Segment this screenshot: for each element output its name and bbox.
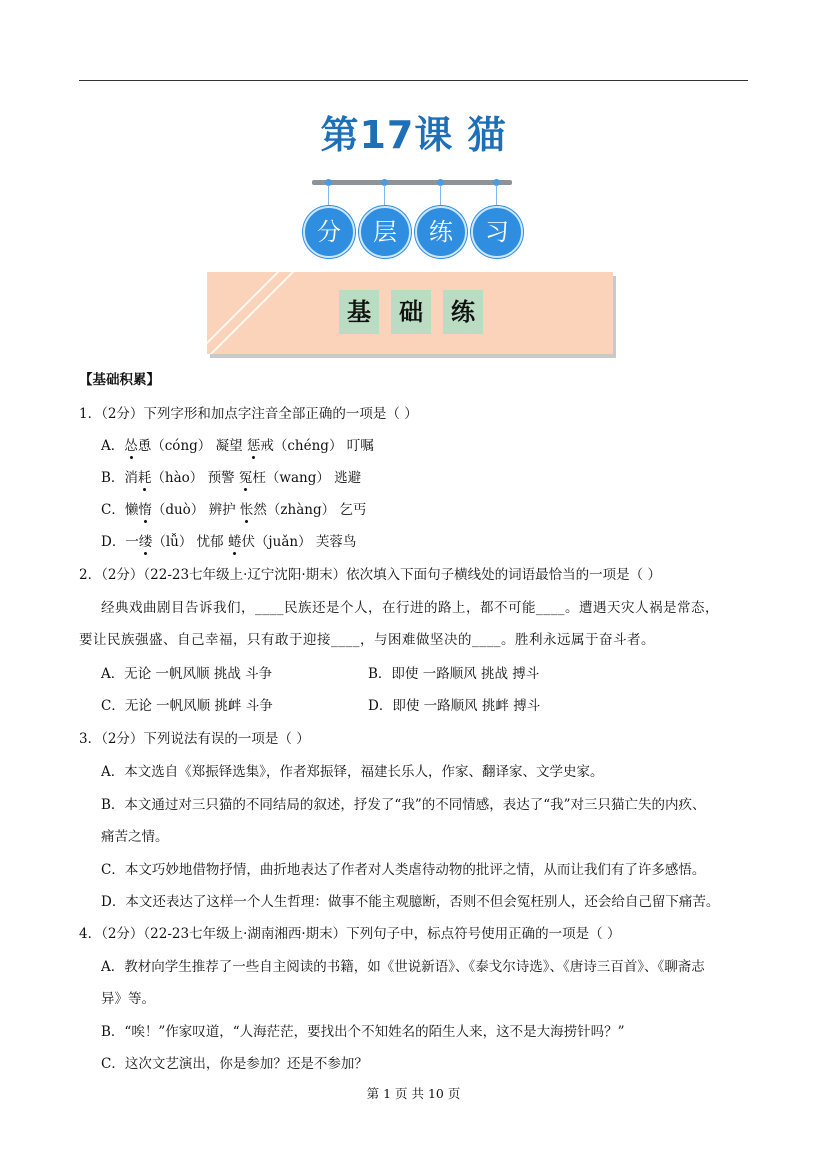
option-a-continued: 异》等。 [101,991,155,1007]
passage-line: 要让民族强盛、自己幸福，只有敢于迎接____，与困难做坚决的____。胜利永远属于奋斗者。 [79,632,655,648]
option-text: A． [101,438,125,454]
dotted-char: 怅 [239,502,254,518]
dotted-char: 耗 [137,470,152,486]
option-a: A．教材向学生推荐了一些自主阅读的书籍，如《世说新语》、《泰戈尔诗选》、《唐诗三百首》、《聊斋志 [101,959,705,975]
question-stem: 4．（2分）（22-23七年级上·湖南湘西·期末）下列句子中，标点符号使用正确的一项是（ ） [79,926,621,942]
option-b: B．本文通过对三只猫的不同结局的叙述，抒发了“我”的不同情感，表达了“我”对三只猫亡失的内疚、 [101,797,706,813]
dotted-char: 缕 [138,534,153,550]
dotted-char: 惩 [246,438,261,454]
question-stem: 1．（2分）下列字形和加点字注音全部正确的一项是（ ） [79,406,418,422]
option-text: （duò） 辨护 [151,502,240,518]
passage-line: 经典戏曲剧目告诉我们，____民族还是个人，在行进的路上，都不可能____。遭遇天灾人祸是常态， [101,600,719,616]
banner-char: 练 [443,290,483,334]
option-d [101,530,356,550]
option-text: 伏（juǎn） 芙蓉鸟 [241,534,357,550]
option-text: C．懒 [101,502,139,518]
option-text: D．一 [101,534,139,550]
page-title: 第17课 猫 [320,113,507,157]
dotted-char: 蜷 [227,534,242,550]
option-d: D．本文还表达了这样一个人生哲理：做事不能主观臆断，否则不但会冤枉别人，还会给自己留下痛苦。 [101,894,720,910]
peg-string [384,185,385,207]
bubble-char: 习 [471,206,523,258]
option-a [101,434,374,454]
option-c: C．无论 一帆风顺 挑衅 斗争 [101,698,273,714]
option-b [101,466,361,486]
option-a: A．无论 一帆风顺 挑战 斗争 [101,666,273,682]
option-b: B．即使 一路顺风 挑战 搏斗 [368,666,540,682]
peg-string [328,185,329,207]
bubble-char: 练 [415,206,467,258]
option-text: 戒（chéng） 叮嘱 [260,438,374,454]
page-footer: 第 1 页 共 10 页 [366,1086,461,1101]
option-text: 然（zhàng） 乞丐 [253,502,367,518]
option-b-continued: 痛苦之情。 [101,829,169,845]
option-c: C．本文巧妙地借物抒情，曲折地表达了作者对人类虐待动物的批评之情，从而让我们有了许多感悟。 [101,862,706,878]
basic-practice-banner [207,272,613,354]
option-c: C．这次文艺演出，你是参加？还是不参加？ [101,1056,368,1072]
option-c [101,498,366,518]
peg-string [440,185,441,207]
option-text: （hào） 预警 [151,470,239,486]
section-heading: 【基础积累】 [79,372,160,388]
banner-char: 基 [339,290,379,334]
bubble-char: 分 [303,206,355,258]
question-stem: 3．（2分）下列说法有误的一项是（ ） [79,731,310,747]
option-b: B．“唉！”作家叹道，“人海茫茫，要找出个不知姓名的陌生人来，这不是大海捞针吗？” [101,1024,625,1040]
option-text: B．消 [101,470,138,486]
banner-char: 础 [391,290,431,334]
dotted-char: 怂 [124,438,138,454]
option-text: 枉（wang） 逃避 [252,470,362,486]
header-rule [79,80,748,81]
option-text: （lǚ） 忧郁 [152,534,228,550]
option-text: 恿（cóng） 凝望 [137,438,247,454]
option-a: A．本文选自《郑振铎选集》，作者郑振铎，福建长乐人，作家、翻译家、文学史家。 [101,764,604,780]
bubble-char: 层 [359,206,411,258]
hanger-rail [312,180,512,185]
peg-string [496,185,497,207]
dotted-char: 惰 [138,502,152,518]
question-stem: 2．（2分）（22-23七年级上·辽宁沈阳·期末）依次填入下面句子横线处的词语最恰当的一项是（ ） [79,567,661,583]
option-d: D．即使 一路顺风 挑衅 搏斗 [368,698,541,714]
dotted-char: 冤 [238,470,253,486]
